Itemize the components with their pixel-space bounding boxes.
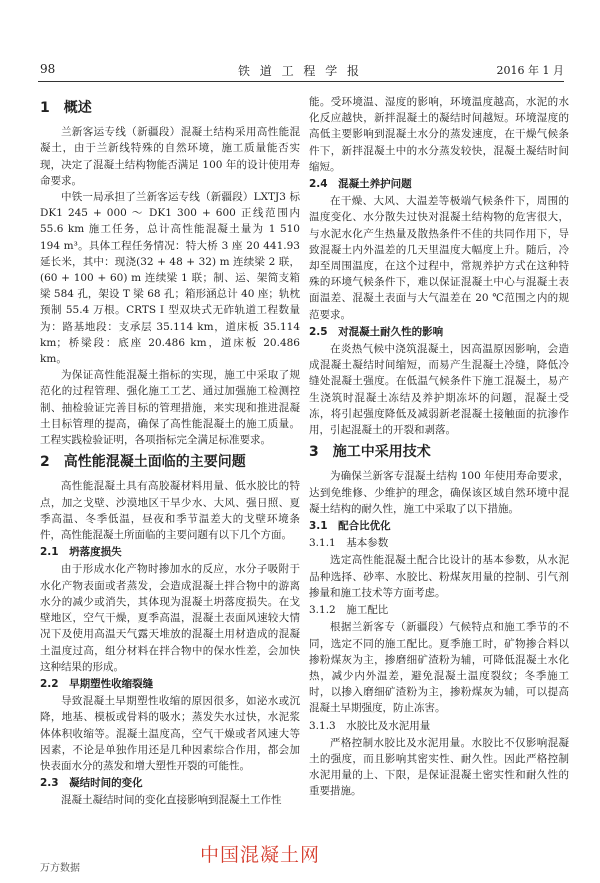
journal-title: 铁 道 工 程 学 报 [237,64,363,78]
section-2-1-heading: 2.1 坍落度损失 [40,546,122,559]
section-2-4-paragraph: 在干燥、大风、大温差等极端气候条件下，周围的温度变化、水分散失过快对混凝土结构物的危害很大，与水泥水化产生热量及散热条件不佳的共同作用下，导致混凝土内外温差的几天里温度大幅度上升。随后，冷却至周围温度，在这个过程中，常规养护方式在这种特殊的环境气候条件下，难以保证混凝土中心与混凝土表面温差、混凝土表面与大气温差在 20 ℃范围之内的规范要求。 [309,195,569,321]
section-3-1-3-heading: 3.1.3 水胶比及水泥用量 [309,719,431,732]
section-1-paragraph-3: 为保证高性能混凝土指标的实现，施工中采取了规范化的过程管理、强化施工工艺、通过加强施工检测控制、抽检验证完善目标的管理措施，来实现和推进混凝土目标管理的提高，确保了高性能混凝土的施工质量。工程实践检验证明，各项指标完全满足标准要求。 [40,369,300,447]
watermark: 中国混凝土网 [200,844,321,866]
section-2-4-heading: 2.4 混凝土养护问题 [309,178,412,191]
section-2-2-heading: 2.2 早期塑性收缩裂缝 [40,677,154,690]
section-2-1-paragraph: 由于形成水化产物时掺加水的反应，水分子吸附于水化产物表面或者蒸发，会造成混凝土拌合物中的游离水分的减少或消失，其体现为混凝土坍落度损失。在戈壁地区，空气干燥，夏季高温，混凝土表面风速较大情况下及使用高温天气露天堆放的混凝土用材造成的混凝土温度过高，组分材料在拌合物中的保水性差，会加快这种结果的形成。 [40,563,300,673]
header-rule [38,81,564,82]
section-3-heading: 3 施工中采用技术 [309,444,431,461]
section-2-3-paragraph: 混凝土凝结时间的变化直接影响到混凝土工作性 [61,794,282,807]
section-2-5-paragraph: 在炎热气候中浇筑混凝土，因高温原因影响，会造成混凝土凝结时间缩短，而易产生混凝土冷缝，降低冷缝处混凝土强度。在低温气候条件下施工混凝土，易产生浇筑时混凝土冻结及养护期冻坏的问题，混凝土受冻，将引起强度降低及减弱新老混凝土接触面的抗渗作用，引起混凝土的开裂和剥落。 [309,343,569,437]
page-number: 98 [40,62,56,76]
left-column [40,94,300,809]
footer-source: 万方数据 [40,863,80,874]
section-2-3-continued: 能。受环境温、湿度的影响，环境温度越高，水泥的水化反应越快，新拌混凝土的凝结时间越短。环境湿度的高低主要影响到混凝土水分的蒸发速度，在干燥气候条件下，新拌混凝土中的水分蒸发较快，混凝土凝结时间缩短。 [309,96,569,173]
section-3-1-2-paragraph: 根据兰新客专（新疆段）气候特点和施工季节的不同，选定不同的施工配比。夏季施工时，矿物掺合料以掺粉煤灰为主，掺磨细矿渣粉为辅，可降低混凝土水化热，减少内外温差，避免混凝土温度裂纹；冬季施工时，以掺入磨细矿渣粉为主，掺粉煤灰为辅，可以提高混凝土早期强度，防止冻害。 [309,621,569,715]
section-3-1-1-paragraph: 选定高性能混凝土配合比设计的基本参数，从水泥品种选择、砂率、水胶比、粉煤灰用量的控制、引气剂掺量和施工技术等方面考虑。 [309,554,569,599]
section-2-3-heading: 2.3 凝结时间的变化 [40,777,143,790]
section-1-paragraph-2: 中铁一局承担了兰新客运专线（新疆段）LXTJ3 标 DK1 245 + 000 ～ DK1 300 + 600 正线范围内 55.6 km 施工任务，总计高性能混凝土量为 1 510 194 m³。具体工程任务情况：特大桥 3 座 20 441.93 延长米，其中：现浇(32 + 48 + 32) m 连续梁 2 联，(60 + 100 + 60) m 连续梁 1 联；制、运、架简支箱梁 584 孔，架设 T 梁 68 孔；箱形涵总计 40 座；轨枕预制 55.4 万根。CRTS Ⅰ 型双块式无砟轨道工程数量为：路基地段：支承层 35.114 km，道床板 35.114 km；桥梁段：底座 20.486 km，道床板 20.486 km。 [40,191,300,366]
right-column [309,94,569,800]
section-1-heading: 1 概述 [40,100,92,116]
issue-date: 2016 年 1 月 [496,64,564,77]
section-3-1-3-paragraph: 严格控制水胶比及水泥用量。水胶比不仅影响混凝土的强度，而且影响其密实性、耐久性。因此严格控制水泥用量的上、下限，是保证混凝土密实性和耐久性的重要措施。 [309,736,569,798]
section-3-1-1-heading: 3.1.1 基本参数 [309,537,389,550]
section-1-paragraph-1: 兰新客运专线（新疆段）混凝土结构采用高性能混凝土，由于兰新线特殊的自然环境，施工质量能否实现，决定了混凝土结构物能否满足 100 年的设计使用寿命要求。 [40,126,300,187]
section-3-paragraph: 为确保兰新客专混凝土结构 100 年使用寿命要求，达到免维修、少维护的理念，确保该区域自然环境中混凝土结构的耐久性，施工中采取了以下措施。 [309,470,569,515]
section-2-2-paragraph: 导致混凝土早期塑性收缩的原因很多，如泌水或沉降，地基、模板或骨料的吸水；蒸发失水过快，水泥浆体体积收缩等。混凝土温度高，空气干燥或者风速大等因素，不论是单独作用还是几种因素综合作用，都会加快表面水分的蒸发和增大塑性开裂的可能性。 [40,695,300,772]
section-2-paragraph: 高性能混凝土具有高胶凝材料用量、低水胶比的特点，加之戈壁、沙漠地区干旱少水、大风、强日照、夏季高温、冬季低温，昼夜和季节温差大的戈壁环境条件，高性能混凝土所面临的主要问题有以下几个方面。 [40,480,300,542]
section-3-1-heading: 3.1 配合比优化 [309,520,391,533]
section-3-1-2-heading: 3.1.2 施工配比 [309,604,389,617]
section-2-5-heading: 2.5 对混凝土耐久性的影响 [309,325,444,338]
section-2-heading: 2 高性能混凝土面临的主要问题 [40,454,246,471]
